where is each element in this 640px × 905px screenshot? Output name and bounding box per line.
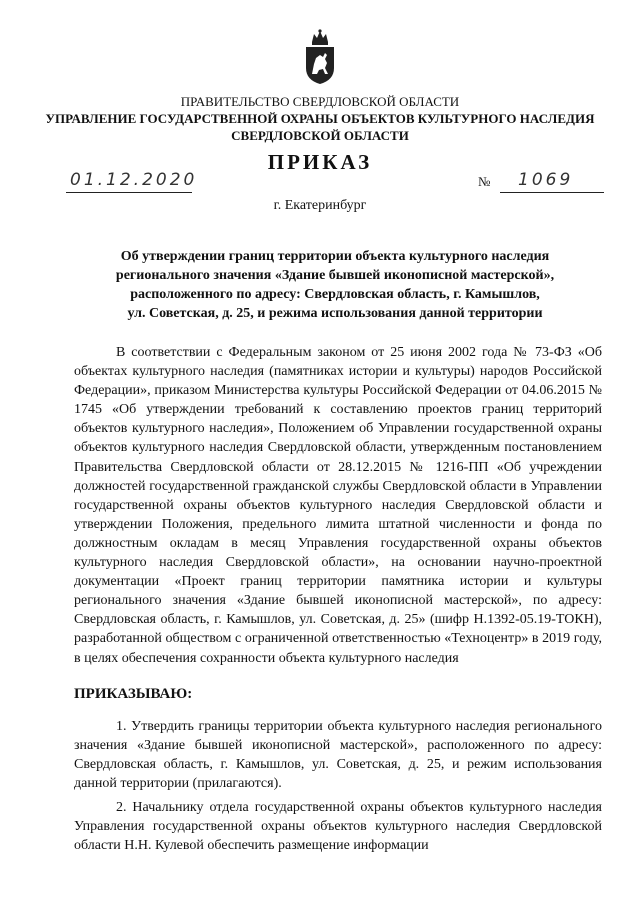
order-subject (90, 247, 580, 323)
order-number-field (500, 170, 604, 193)
order-item-2: 2. Начальнику отдела государственной охраны объектов культурного наследия Управления государственной охраны объектов культурного наследия Свердловской области Н.Н. Кулевой обеспечить размещение информации (74, 800, 602, 854)
number-sign: № (478, 174, 491, 189)
subject-line: расположенного по адресу: Свердловская область, г. Камышлов, (130, 287, 540, 302)
agency-name-line1: УПРАВЛЕНИЕ ГОСУДАРСТВЕННОЙ ОХРАНЫ ОБЪЕКТОВ КУЛЬТУРНОГО НАСЛЕДИЯ (45, 111, 595, 126)
subject-line: ул. Советская, д. 25, и режима использования данной территории (127, 306, 543, 321)
subject-line: Об утверждении границ территории объекта культурного наследия (120, 249, 550, 264)
order-date: 01.12.2020 (70, 170, 198, 190)
government-name: ПРАВИТЕЛЬСТВО СВЕРДЛОВСКОЙ ОБЛАСТИ (180, 94, 460, 109)
order-item-1: 1. Утвердить границы территории объекта культурного наследия регионального значения «Здание бывшей иконописной мастерской», расположенного по адресу: Свердловская область, г. Камышлов, ул. Советская, д. 25, и режим использования данной территории (прилагаются). (74, 719, 602, 792)
preamble-paragraph: В соответствии с Федеральным законом от 25 июня 2002 года № 73-ФЗ «Об объектах культурного наследия (памятниках истории и культуры) народов Российской Федерации», приказом Министерства культуры Российской Федерации от 04.06.2015 № 1745 «Об утверждении требований к составлению проектов границ территорий объектов культурного наследия», Положением об Управлении государственной охраны объектов культурного наследия Свердловской области, утвержденным постановлением Правительства Свердловской области от 28.12.2015 № 1216-ПП «Об учреждении должностей государственной гражданской службы Свердловской области в Управлении государственной охраны объектов культурного наследия Свердловской области и утверждении Положения, предельного лимита штатной численности и фонда по должностным окладам в месяц Управления государственной охраны объектов культурного наследия Свердловской области», на основании научно-проектной документации «Проект границ территории памятника истории и культуры регионального значения «Здание бывшей иконописной мастерской», по адресу: Свердловская область, г. Камышлов, ул. Советская, д. 25» (шифр Н.1392-05.19-ТОКН), разработанной обществом с ограниченной ответственностью «Техноцентр» в 2019 году, в целях обеспечения сохранности объекта культурного наследия (74, 345, 602, 666)
subject-line: регионального значения «Здание бывшей иконописной мастерской», (115, 268, 555, 283)
city: г. Екатеринбург (273, 198, 367, 213)
regional-coat-of-arms-icon (303, 28, 337, 86)
agency-name (40, 110, 600, 144)
document-title: ПРИКАЗ (267, 150, 373, 174)
order-heading: ПРИКАЗЫВАЮ: (74, 686, 193, 702)
agency-name-line2: СВЕРДЛОВСКОЙ ОБЛАСТИ (231, 128, 409, 143)
order-number: 1069 (518, 170, 574, 190)
order-date-field (66, 170, 198, 193)
